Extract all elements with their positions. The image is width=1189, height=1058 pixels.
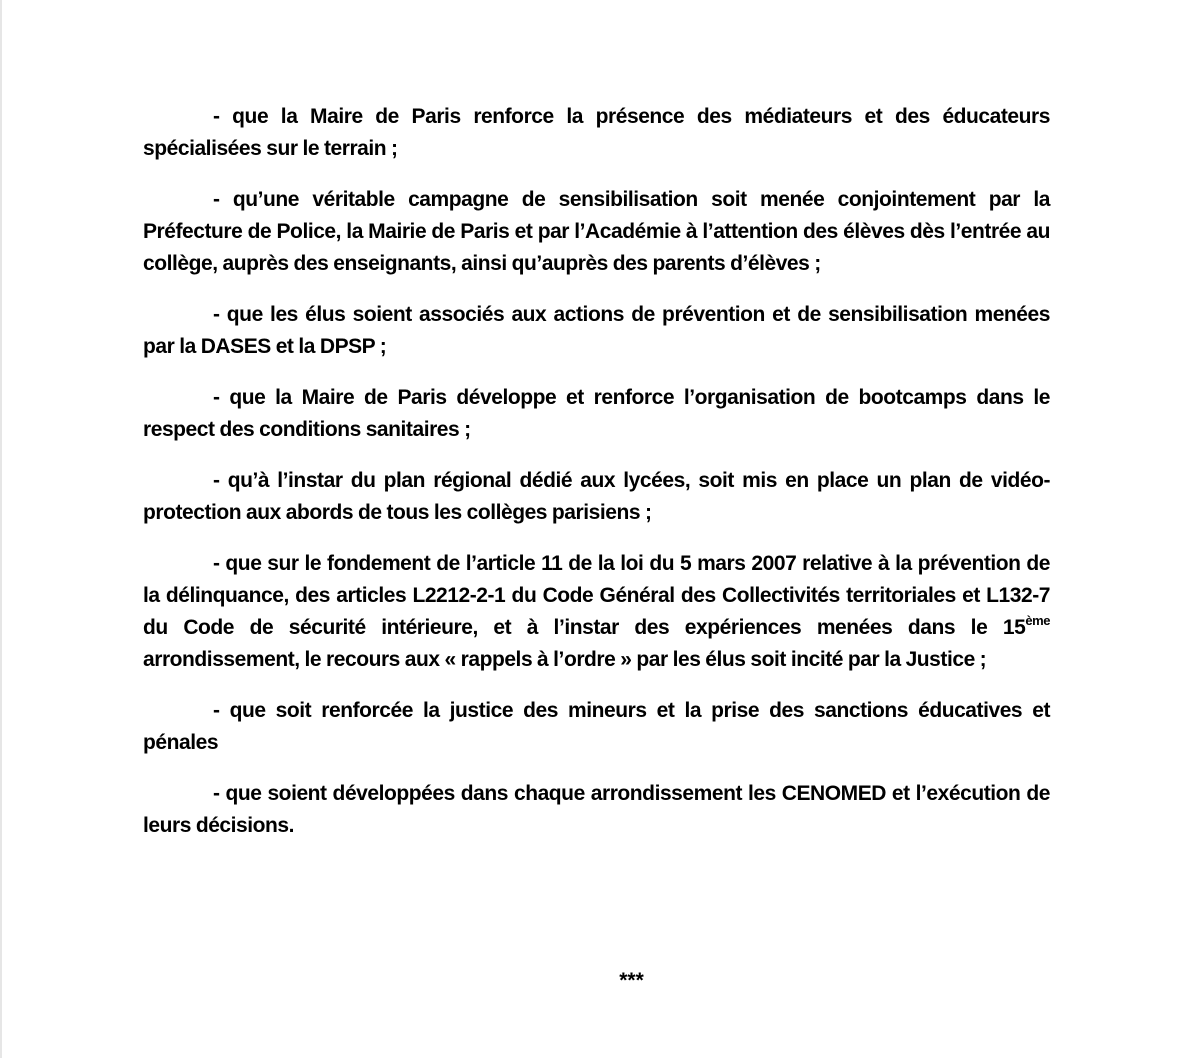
ordinal-superscript: ème xyxy=(1025,613,1050,628)
paragraph-elus-associes: - que les élus soient associés aux actions de prévention et de sensibilisation menées par la DASES et la DPSP ; xyxy=(143,303,1050,358)
paragraph-video-protection: - qu’à l’instar du plan régional dédié aux lycées, soit mis en place un plan de vidéo-protection aux abords de tous les collèges parisiens ; xyxy=(143,469,1050,524)
document-body xyxy=(143,101,1050,861)
paragraph-campagne-sensibilisation: - qu’une véritable campagne de sensibilisation soit menée conjointement par la Préfecture de Police, la Mairie de Paris et par l’Académie à l’attention des élèves dès l’entrée au collège, auprès des enseignants, ainsi qu’auprès des parents d’élèves ; xyxy=(143,188,1050,275)
paragraph-rappels-a-l-ordre xyxy=(143,548,1050,676)
paragraph-mediateurs: - que la Maire de Paris renforce la présence des médiateurs et des éducateurs spécialisées sur le terrain ; xyxy=(143,105,1050,160)
section-separator: *** xyxy=(619,969,644,992)
paragraph-cenomed: - que soient développées dans chaque arrondissement les CENOMED et l’exécution de leurs décisions. xyxy=(143,782,1050,837)
paragraph-bootcamps: - que la Maire de Paris développe et renforce l’organisation de bootcamps dans le respect des conditions sanitaires ; xyxy=(143,386,1050,441)
paragraph-justice-mineurs: - que soit renforcée la justice des mineurs et la prise des sanctions éducatives et pénales xyxy=(143,699,1050,754)
paragraph-text-before: - que sur le fondement de l’article 11 de la loi du 5 mars 2007 relative à la prévention de la délinquance, des articles L2212-2-1 du Code Général des Collectivités territoriales et L132-7 du Code de sécurité intérieure, et à l’instar des expériences menées dans le 15 xyxy=(143,552,1050,639)
paragraph-text-after: arrondissement, le recours aux « rappels à l’ordre » par les élus soit incité par la Justice ; xyxy=(143,648,987,671)
